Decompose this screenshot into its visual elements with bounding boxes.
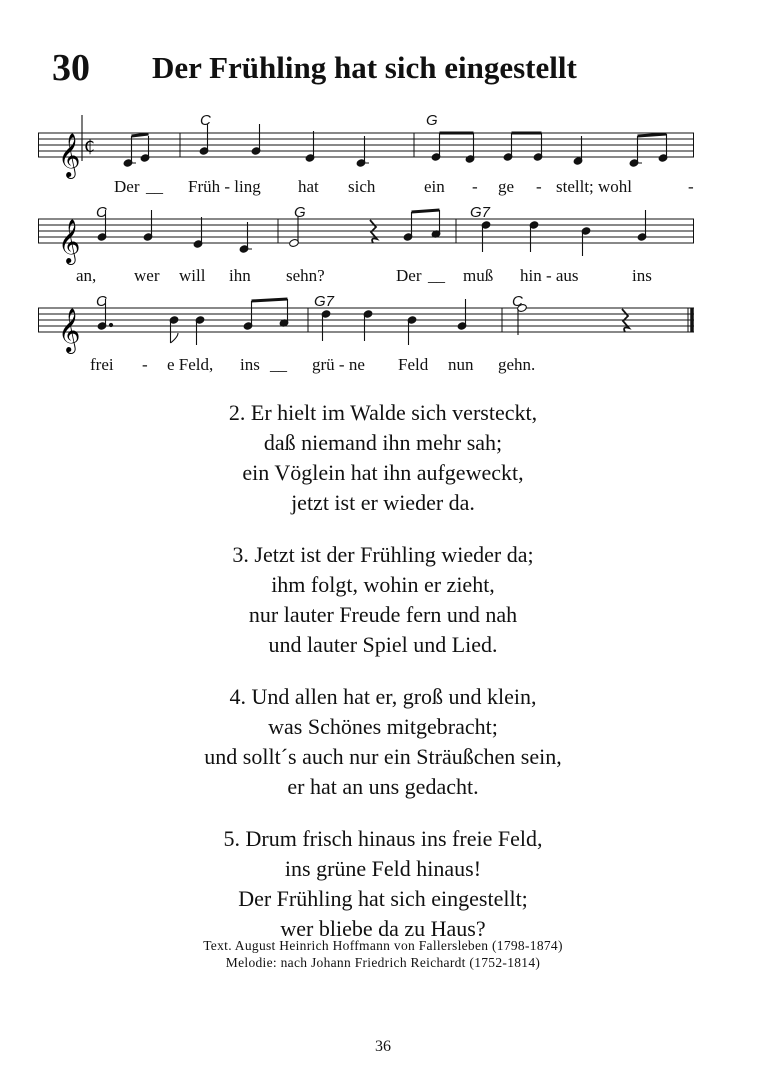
alla-breve-icon: ₵ xyxy=(84,137,95,157)
lyric-hyphen: - xyxy=(142,355,148,374)
lyric-syllable: will xyxy=(179,266,206,285)
lyric-syllable: e Feld, xyxy=(167,355,214,374)
verse-2 xyxy=(0,398,766,518)
lyric-syllable: ihn xyxy=(229,266,251,285)
verse-line: wer bliebe da zu Haus? xyxy=(280,916,486,941)
lyric-syllable: frei xyxy=(90,355,114,374)
song-title: Der Frühling hat sich eingestellt xyxy=(152,50,577,85)
chord-label: G7 xyxy=(314,293,335,310)
lyric-syllable: grü - ne xyxy=(312,355,365,374)
credits xyxy=(0,937,766,971)
verse-line: jetzt ist er wieder da. xyxy=(291,490,475,515)
verse-line: ein Vöglein hat ihn aufgeweckt, xyxy=(242,460,524,485)
lyric-extender: __ xyxy=(270,355,287,374)
verse-line: und lauter Spiel und Lied. xyxy=(268,632,498,657)
lyric-hyphen: - xyxy=(536,177,542,196)
verse-line: ihm folgt, wohin er zieht, xyxy=(271,572,495,597)
chord-label: C xyxy=(200,112,211,129)
lyric-syllable: sehn? xyxy=(286,266,325,285)
chord-label: G xyxy=(426,112,438,129)
lyric-extender: __ xyxy=(428,266,445,285)
lyric-syllable: stellt; wohl xyxy=(556,177,633,196)
lyric-syllable: Feld xyxy=(398,355,429,374)
verse-4 xyxy=(0,682,766,802)
verse-line: nur lauter Freude fern und nah xyxy=(248,602,518,627)
melody-credit: Melodie: nach Johann Friedrich Reichardt (1752-1814) xyxy=(225,955,541,970)
verses xyxy=(0,398,766,966)
lyric-syllable: Der xyxy=(114,177,140,196)
lyric-syllable: ge xyxy=(498,177,515,196)
lyric-hyphen: - xyxy=(472,177,478,196)
chord-label: C xyxy=(512,293,523,310)
verse-line: ins grüne Feld hinaus! xyxy=(284,856,482,881)
treble-clef-icon: 𝄞 xyxy=(58,133,81,177)
treble-clef-icon: 𝄞 xyxy=(58,219,81,263)
verse-line: 2. Er hielt im Walde sich versteckt, xyxy=(228,400,538,425)
page-number: 36 xyxy=(375,1038,391,1055)
lyric-syllable: sich xyxy=(348,177,376,196)
chord-label: G7 xyxy=(470,204,491,221)
verse-line: 3. Jetzt ist der Frühling wieder da; xyxy=(232,542,534,567)
lyric-syllable: Der xyxy=(396,266,422,285)
lyric-syllable: nun xyxy=(448,355,474,374)
verse-5 xyxy=(0,824,766,944)
verse-line: 5. Drum frisch hinaus ins freie Feld, xyxy=(223,826,543,851)
lyric-syllable: Früh - ling xyxy=(188,177,261,196)
verse-line: 4. Und allen hat er, groß und klein, xyxy=(229,684,537,709)
text-credit: Text. August Heinrich Hoffmann von Fallersleben (1798-1874) xyxy=(203,938,563,953)
lyric-syllable: hat xyxy=(298,177,319,196)
verse-line: was Schönes mitgebracht; xyxy=(268,714,498,739)
song-number: 30 xyxy=(52,47,90,89)
staff-3-notation xyxy=(38,303,698,377)
verse-3 xyxy=(0,540,766,660)
verse-line: er hat an uns gedacht. xyxy=(287,774,479,799)
chord-label: C xyxy=(96,293,107,310)
staff-system-2 xyxy=(38,204,698,288)
verse-line: Der Frühling hat sich eingestellt; xyxy=(238,886,528,911)
lyric-hyphen: - xyxy=(688,177,694,196)
lyric-syllable: ins xyxy=(632,266,652,285)
staff-system-3 xyxy=(38,293,698,377)
lyric-syllable: muß xyxy=(463,266,494,285)
lyric-syllable: an, xyxy=(76,266,97,285)
lyric-syllable: ins xyxy=(240,355,260,374)
chord-label: C xyxy=(96,204,107,221)
lyric-syllable: gehn. xyxy=(498,355,536,374)
lyric-syllable: ein xyxy=(424,177,445,196)
treble-clef-icon: 𝄞 xyxy=(58,308,81,352)
lyric-syllable: wer xyxy=(134,266,160,285)
staff-system-1 xyxy=(38,112,698,202)
lyric-syllable: hin - aus xyxy=(520,266,579,285)
verse-line: und sollt´s auch nur ein Sträußchen sein, xyxy=(204,744,562,769)
verse-line: daß niemand ihn mehr sah; xyxy=(263,430,503,455)
lyric-extender: __ xyxy=(146,177,163,196)
chord-label: G xyxy=(294,204,306,221)
